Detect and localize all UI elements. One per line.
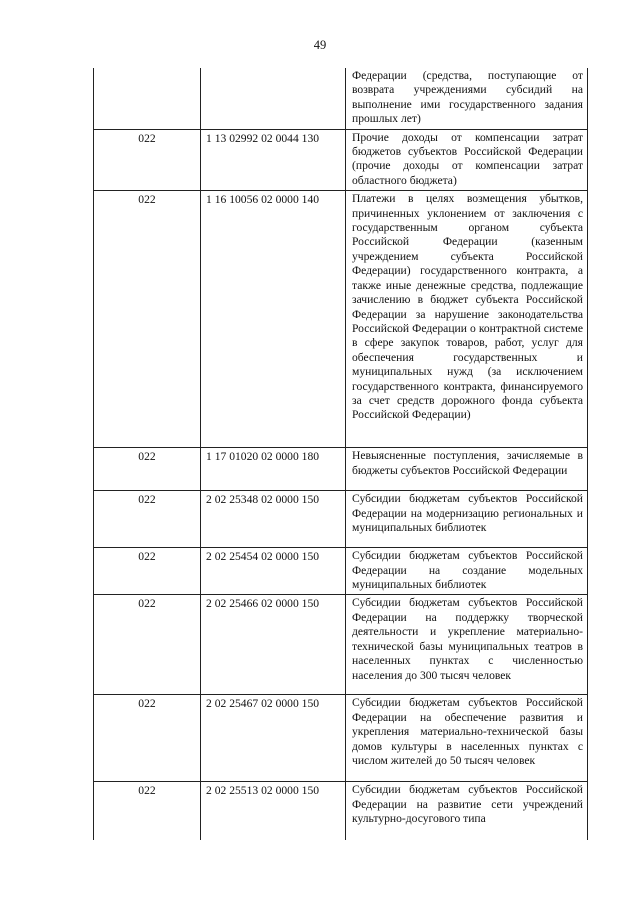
revenue-code-cell: 2 02 25454 02 0000 150 [201, 548, 346, 595]
revenue-name-cell: Субсидии бюджетам субъектов Российской Федерации на создание модельных муниципальных библиотек [346, 548, 588, 595]
revenue-name-cell: Субсидии бюджетам субъектов Российской Федерации на развитие сети учреждений культурно-досугового типа [346, 782, 588, 840]
revenue-code-cell [201, 68, 346, 129]
revenue-code-cell: 1 13 02992 02 0044 130 [201, 129, 346, 191]
revenue-code-cell: 2 02 25467 02 0000 150 [201, 695, 346, 782]
table-row [94, 548, 588, 595]
admin-code-cell: 022 [94, 191, 201, 448]
table-row [94, 695, 588, 782]
table-row [94, 491, 588, 548]
table-row [94, 129, 588, 191]
revenue-code-cell: 2 02 25466 02 0000 150 [201, 595, 346, 695]
revenue-codes-table [93, 68, 588, 840]
revenue-code-cell: 1 17 01020 02 0000 180 [201, 448, 346, 491]
table-row [94, 448, 588, 491]
admin-code-cell: 022 [94, 491, 201, 548]
admin-code-cell: 022 [94, 595, 201, 695]
revenue-code-cell: 1 16 10056 02 0000 140 [201, 191, 346, 448]
revenue-name-cell: Платежи в целях возмещения убытков, причиненных уклонением от заключения с государственным органом субъекта Российской Федерации (казенным учреждением субъекта Российской Федерации) государственного контракта, а также иные денежные средства, подлежащие зачислению в бюджет субъекта Российской Федерации за нарушение законодательства Российской Федерации о контрактной системе в сфере закупок товаров, работ, услуг для обеспечения государственных и муниципальных нужд (за исключением государственного контракта, финансируемого за счет средств дорожного фонда субъекта Российской Федерации) [346, 191, 588, 448]
revenue-name-cell: Невыясненные поступления, зачисляемые в бюджеты субъектов Российской Федерации [346, 448, 588, 491]
revenue-name-cell: Субсидии бюджетам субъектов Российской Федерации на модернизацию региональных и муниципальных библиотек [346, 491, 588, 548]
table-row [94, 595, 588, 695]
admin-code-cell: 022 [94, 548, 201, 595]
table-row [94, 68, 588, 129]
revenue-code-cell: 2 02 25348 02 0000 150 [201, 491, 346, 548]
revenue-name-cell: Субсидии бюджетам субъектов Российской Федерации на обеспечение развития и укрепления материально-технической базы домов культуры в населенных пунктах с числом жителей до 50 тысяч человек [346, 695, 588, 782]
revenue-name-cell: Субсидии бюджетам субъектов Российской Федерации на поддержку творческой деятельности и укрепление материально-технической базы муниципальных театров в населенных пунктах с численностью населения до 300 тысяч человек [346, 595, 588, 695]
table-row [94, 191, 588, 448]
admin-code-cell: 022 [94, 695, 201, 782]
admin-code-cell [94, 68, 201, 129]
revenue-name-cell: Прочие доходы от компенсации затрат бюджетов субъектов Российской Федерации (прочие доходы от компенсации затрат областного бюджета) [346, 129, 588, 191]
admin-code-cell: 022 [94, 448, 201, 491]
revenue-code-cell: 2 02 25513 02 0000 150 [201, 782, 346, 840]
admin-code-cell: 022 [94, 129, 201, 191]
table-row [94, 782, 588, 840]
revenue-name-cell: Федерации (средства, поступающие от возврата учреждениями субсидий на выполнение ими государственного задания прошлых лет) [346, 68, 588, 129]
admin-code-cell: 022 [94, 782, 201, 840]
page-number: 49 [313, 38, 327, 52]
